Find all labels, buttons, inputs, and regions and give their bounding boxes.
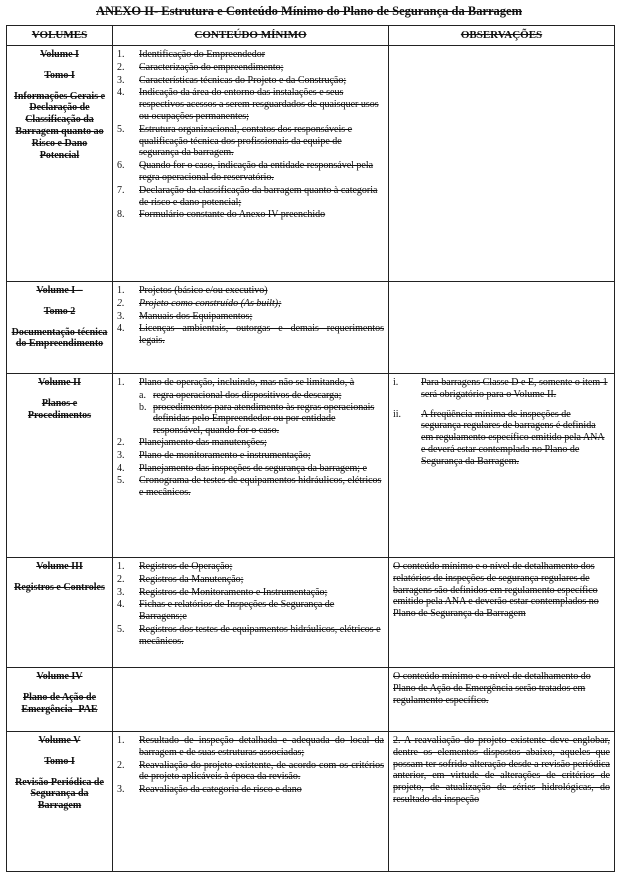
volume-cell bbox=[7, 557, 113, 667]
volume-label: Volume I bbox=[40, 48, 79, 60]
content-cell bbox=[113, 45, 389, 281]
header-row bbox=[7, 26, 615, 46]
header-conteudo: CONTEÚDO MÍNIMO bbox=[113, 26, 389, 46]
observation-text: 2. A reavaliação do projeto existente deve englobar, dentre os elementos dispostos abaixo, aqueles que possam ter sofrido alteração desde a revisão periódica anterior, em virtude de alterações de critérios de projeto, de atualização de séries hidrológicas, do resultado da inspeção bbox=[393, 734, 610, 805]
content-cell bbox=[113, 373, 389, 557]
observation-item: i. Para barragens Classe D e E, somente o item 1 será obrigatório para o Volume II. bbox=[393, 376, 608, 400]
volume-cell bbox=[7, 667, 113, 731]
observation-cell bbox=[389, 373, 615, 557]
content-cell bbox=[113, 667, 389, 731]
tomo-label: Tomo I bbox=[44, 69, 75, 81]
list-item: 5. Estrutura organizacional, contatos dos responsáveis e qualificação técnica dos profissionais da equipe de segurança da barragem. bbox=[117, 123, 353, 159]
table-row bbox=[7, 373, 615, 557]
table-row bbox=[7, 667, 615, 731]
content-table bbox=[6, 25, 615, 872]
list-item: 1. Identificação do Empreendedor bbox=[117, 48, 266, 60]
list-item: 3. Plano de monitoramento e instrumentação; bbox=[117, 449, 311, 461]
volume-cell bbox=[7, 373, 113, 557]
list-item: 2. Reavaliação do projeto existente, de acordo com os critérios de projeto aplicáveis à época da revisão. bbox=[117, 759, 384, 783]
list-item: 1. Resultado de inspeção detalhada e adequada do local da barragem e de suas estruturas associadas; bbox=[117, 734, 384, 758]
volume-cell bbox=[7, 731, 113, 871]
sub-list bbox=[117, 390, 384, 437]
list-item: 4. Indicação da área do entorno das instalações e seus respectivos acessos a serem resguardados de quaisquer usos ou ocupações permanentes; bbox=[117, 87, 379, 122]
volume-label: Volume III bbox=[36, 560, 83, 572]
volume-label: Volume I – bbox=[36, 284, 83, 296]
volume-title: Planos e Procedimentos bbox=[27, 397, 92, 421]
list-item: 4. Fichas e relatórios de Inspeções de Segurança de Barragens;e bbox=[117, 599, 335, 623]
table-row bbox=[7, 45, 615, 281]
list-item: 6. Quando for o caso, indicação da entidade responsável pela regra operacional do reservatório. bbox=[117, 160, 374, 183]
list-item: 3. Registros de Monitoramento e Instrumentação; bbox=[117, 586, 328, 598]
observation-cell bbox=[389, 667, 615, 731]
content-cell bbox=[113, 281, 389, 373]
list-item: 1. Plano de operação, incluindo, mas não se limitando, à bbox=[117, 376, 355, 388]
list-item: 8. Formulário constante do Anexo IV preenchido bbox=[117, 209, 326, 221]
list-item: 4. Planejamento das inspeções de segurança da barragem; e bbox=[117, 462, 367, 474]
observation-cell bbox=[389, 731, 615, 871]
list-item: 3. Reavaliação da categoria de risco e dano bbox=[117, 784, 302, 796]
observation-cell bbox=[389, 45, 615, 281]
volume-cell bbox=[7, 281, 113, 373]
volume-label: Volume II bbox=[38, 376, 81, 388]
list-item: 2. Registros da Manutenção; bbox=[117, 573, 244, 585]
table-row bbox=[7, 281, 615, 373]
list-item: 1. Projetos (básico e/ou executivo) bbox=[117, 284, 268, 296]
header-observacoes: OBSERVAÇÕES bbox=[389, 26, 615, 46]
table-row bbox=[7, 557, 615, 667]
list-item: 4. Licenças ambientais, outorgas e demais requerimentos legais. bbox=[117, 323, 384, 347]
volume-title: Registros e Controles bbox=[14, 581, 105, 593]
content-cell bbox=[113, 557, 389, 667]
list-item: 5. Cronograma de testes de equipamentos hidráulicos, elétricos e mecânicos. bbox=[117, 475, 382, 499]
list-item: 5. Registros dos testes de equipamentos hidráulicos, elétricos e mecânicos. bbox=[117, 623, 381, 647]
list-item: 3. Manuais dos Equipamentos; bbox=[117, 310, 253, 322]
volume-title: Plano de Ação de Emergência- PAE bbox=[21, 691, 98, 715]
list-item: 2. Planejamento das manutenções; bbox=[117, 436, 267, 448]
observation-cell bbox=[389, 281, 615, 373]
list-item: 2. Caracterização do empreendimento; bbox=[117, 61, 284, 73]
volume-cell bbox=[7, 45, 113, 281]
observation-text: O conteúdo mínimo e o nível de detalhamento do Plano de Ação de Emergência serão tratados em regulamento específico. bbox=[393, 670, 591, 706]
observation-text: O conteúdo mínimo e o nível de detalhamento dos relatórios de inspeções de segurança regulares de barragens são definidos em regulamento específico emitido pela ANA e deverão estar contemplados no Plano de Segurança da Barragem bbox=[393, 560, 599, 620]
table-row bbox=[7, 731, 615, 871]
list-item: 7. Declaração da classificação da barragem quanto à categoria de risco e dano potencial; bbox=[117, 184, 378, 208]
observation-cell bbox=[389, 557, 615, 667]
content-cell bbox=[113, 731, 389, 871]
list-item: 1. Registros de Operação; bbox=[117, 560, 233, 572]
tomo-label: Tomo I bbox=[44, 755, 75, 767]
observation-item: ii. A freqüência mínima de inspeções de segurança regulares de barragens é definida em regulamento específico emitido pela ANA e deverá estar contemplada no Plano de Segurança da Barragem. bbox=[393, 408, 605, 467]
volume-title: Informações Gerais e Declaração de Classificação da Barragem quanto ao Risco e Dano Potencial bbox=[13, 90, 106, 161]
list-item: 3. Características técnicas do Projeto e da Construção; bbox=[117, 74, 347, 86]
sub-list-item: b. procedimentos para atendimento às regras operacionais definidas pelo Empreendedor ou por entidade responsável, quando for o caso. bbox=[139, 401, 375, 437]
sub-list-item: a. regra operacional dos dispositivos de descarga; bbox=[139, 389, 342, 401]
volume-title: Documentação técnica do Empreendimento bbox=[11, 326, 108, 350]
volume-title: Revisão Periódica de Segurança da Barragem bbox=[15, 776, 104, 812]
tomo-label: Tomo 2 bbox=[43, 305, 76, 317]
volume-label: Volume IV bbox=[36, 670, 83, 682]
page-title: ANEXO II- Estrutura e Conteúdo Mínimo do Plano de Segurança da Barragem bbox=[95, 4, 523, 18]
volume-label: Volume V bbox=[38, 734, 81, 746]
header-volumes: VOLUMES bbox=[7, 26, 113, 46]
list-item: 2. Projeto como construído (As built); bbox=[117, 297, 282, 309]
